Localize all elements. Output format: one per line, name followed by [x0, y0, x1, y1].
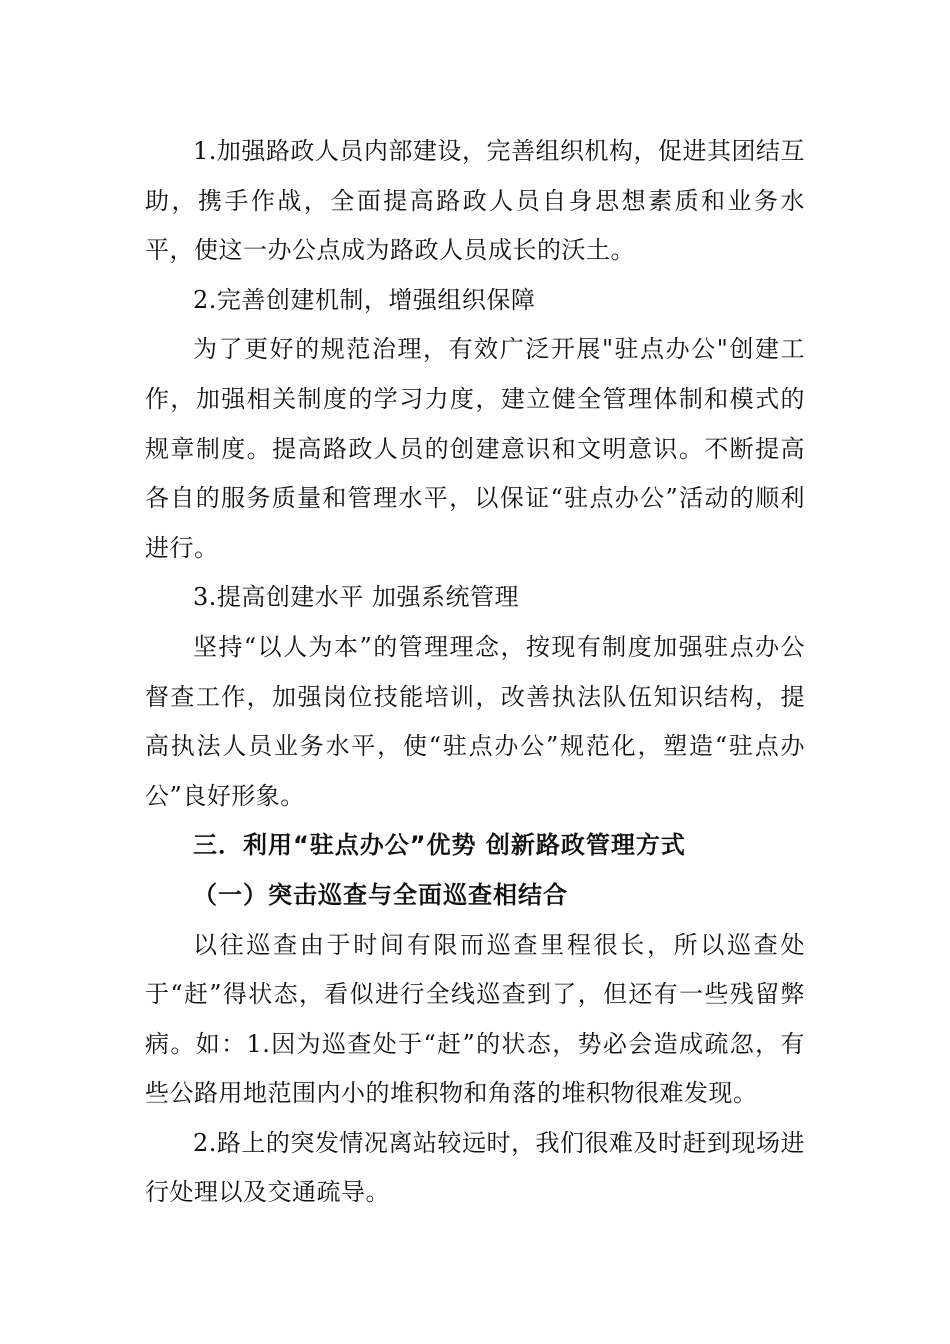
subsection-heading-1: （一）突击巡查与全面巡查相结合 — [193, 880, 568, 909]
document-page — [145, 127, 805, 1218]
paragraph-3: 为了更好的规范治理，有效广泛开展"驻点办公"创建工作，加强相关制度的学习力度，建立健全管理体制和模式的规章制度。提高路政人员的创建意识和文明意识。不断提高各自的服务质量和管理水平，以保证“驻点办公”活动的顺利进行。 — [145, 335, 805, 562]
section-heading-3: 三．利用“驻点办公”优势 创新路政管理方式 — [193, 831, 686, 860]
paragraph-1: 1.加强路政人员内部建设，完善组织机构，促进其团结互助，携手作战，全面提高路政人员自身思想素质和业务水平，使这一办公点成为路政人员成长的沃土。 — [145, 137, 805, 265]
paragraph-6: 以往巡查由于时间有限而巡查里程很长，所以巡查处于“赶”得状态，看似进行全线巡查到了，但还有一些残留弊病。如：1.因为巡查处于“赶”的状态，势必会造成疏忽，有些公路用地范围内小的堆积物和角落的堆积物很难发现。 — [145, 930, 805, 1108]
paragraph-5: 坚持“以人为本”的管理理念，按现有制度加强驻点办公督查工作，加强岗位技能培训，改善执法队伍知识结构，提高执法人员业务水平，使“驻点办公”规范化，塑造“驻点办公”良好形象。 — [145, 632, 805, 810]
paragraph-2-subheading: 2.完善创建机制，增强组织保障 — [193, 285, 536, 314]
paragraph-4-subheading: 3.提高创建水平 加强系统管理 — [193, 583, 520, 612]
paragraph-7: 2.路上的突发情况离站较远时，我们很难及时赶到现场进行处理以及交通疏导。 — [145, 1128, 805, 1207]
